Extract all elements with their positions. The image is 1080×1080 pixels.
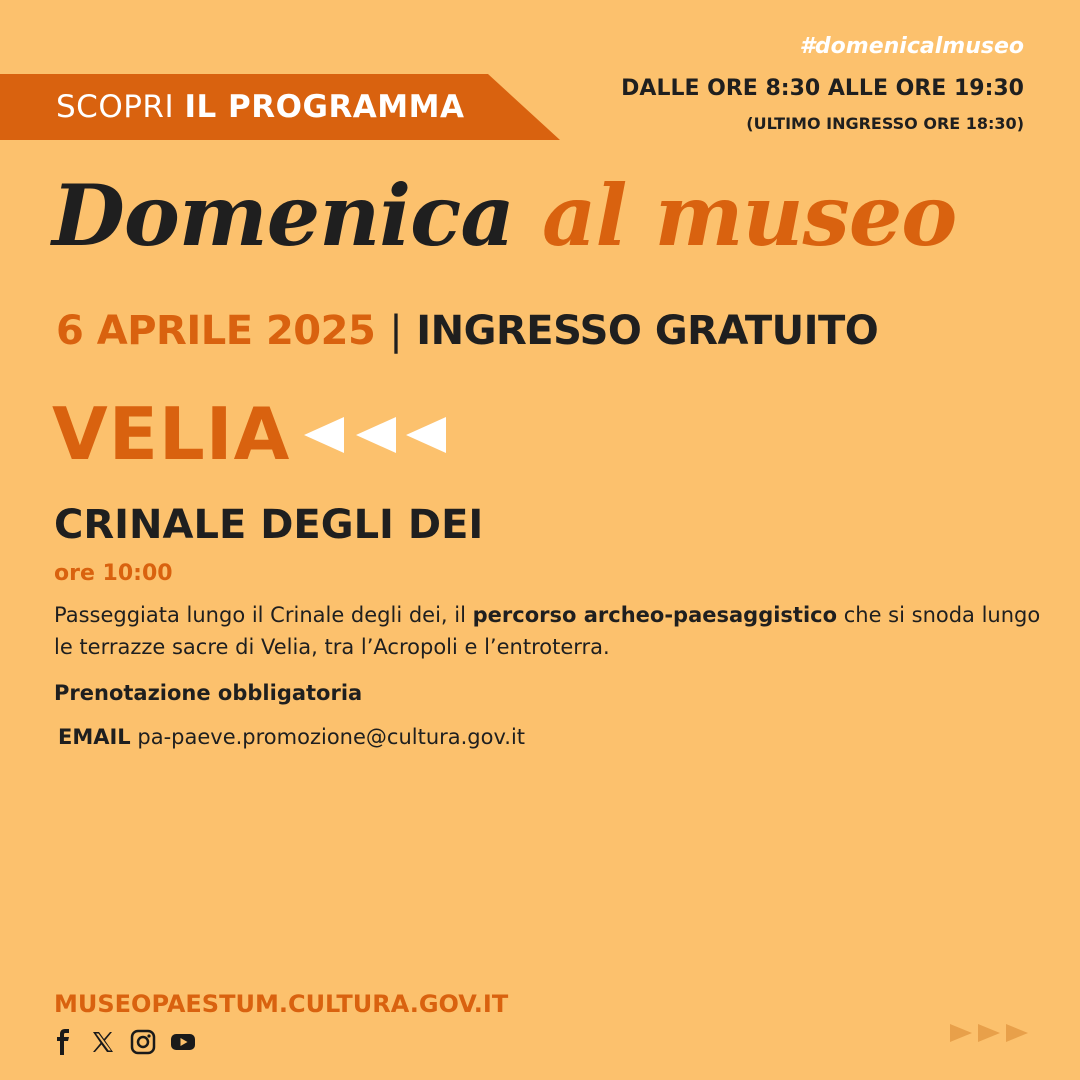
instagram-icon[interactable]: [130, 1029, 156, 1055]
title-part-1: Domenica: [52, 166, 514, 265]
last-entry: (ULTIMO INGRESSO ORE 18:30): [746, 114, 1024, 133]
banner-label-bold: IL PROGRAMMA: [184, 89, 465, 125]
x-icon[interactable]: [90, 1029, 116, 1055]
booking-note: Prenotazione obbligatoria: [54, 681, 363, 705]
description-bold: percorso archeo-paesaggistico: [472, 603, 838, 627]
banner-label-light: SCOPRI: [56, 89, 175, 125]
event-title: CRINALE DEGLI DEI: [54, 502, 484, 548]
event-description: [54, 599, 1044, 663]
page-title: [52, 166, 956, 266]
date-separator: |: [389, 308, 403, 354]
email-line: [58, 725, 525, 749]
next-arrows-icon[interactable]: [950, 1022, 1030, 1044]
social-links: [50, 1028, 196, 1056]
opening-hours: DALLE ORE 8:30 ALLE ORE 19:30: [621, 76, 1024, 101]
description-pre: Passeggiata lungo il Crinale degli dei, il: [54, 603, 473, 627]
location-title: VELIA: [52, 392, 291, 476]
free-entry: INGRESSO GRATUITO: [416, 308, 879, 354]
facebook-icon[interactable]: [50, 1029, 76, 1055]
event-time: ore 10:00: [54, 561, 173, 586]
event-date: 6 APRILE 2025: [56, 308, 376, 354]
program-banner-label[interactable]: [56, 89, 465, 125]
hashtag: #domenicalmuseo: [799, 34, 1024, 59]
left-arrows-icon: [304, 415, 446, 455]
title-part-2: al museo: [542, 166, 957, 265]
website-link[interactable]: MUSEOPAESTUM.CULTURA.GOV.IT: [54, 990, 509, 1018]
email-label: EMAIL: [58, 725, 131, 749]
email-address[interactable]: pa-paeve.promozione@cultura.gov.it: [137, 725, 526, 749]
youtube-icon[interactable]: [170, 1029, 196, 1055]
date-line: [56, 308, 878, 354]
description-post: che si snoda lungo le terrazze sacre di Velia, tra l’Acropoli e l’entroterra.: [54, 603, 1041, 659]
